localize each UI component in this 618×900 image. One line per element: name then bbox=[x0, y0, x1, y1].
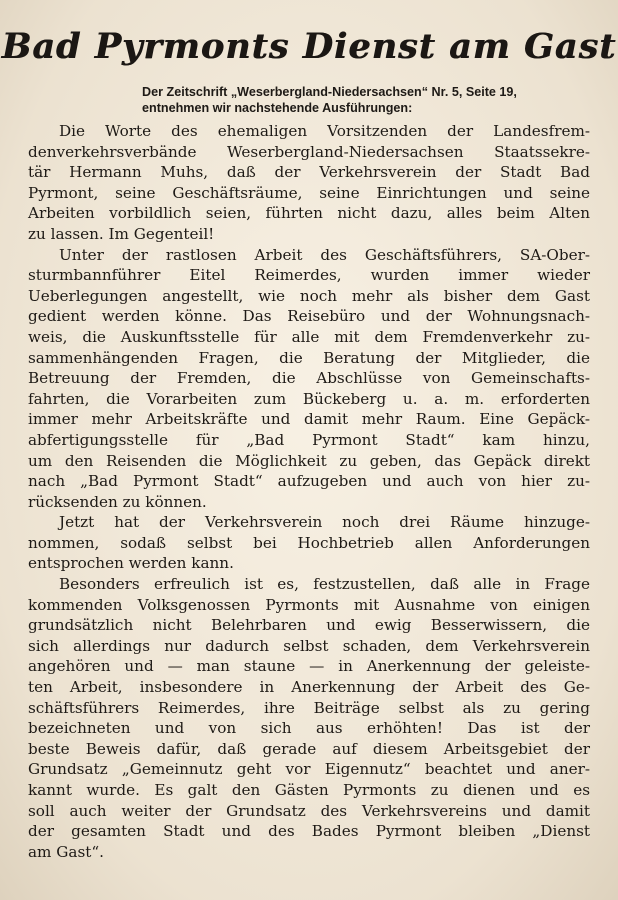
text-line: Arbeiten vorbildlich seien, führten nicht dazu, alles beim Alten bbox=[28, 204, 590, 223]
text-line: rücksenden zu können. bbox=[28, 492, 207, 511]
text-line: sich allerdings nur dadurch selbst schaden, dem Verkehrsverein bbox=[28, 636, 590, 655]
text-line: Besonders erfreulich ist es, festzustellen, daß alle in Frage bbox=[59, 575, 590, 594]
article-title: Bad Pyrmonts Dienst am Gast bbox=[1, 26, 617, 67]
text-line: bezeichneten und von sich aus erhöhten! Das ist der bbox=[28, 719, 590, 738]
text-line: Ueberlegungen angestellt, wie noch mehr als bisher dem Gast bbox=[28, 286, 590, 305]
text-line: weis, die Auskunftsstelle für alle mit dem Fremdenverkehr zu- bbox=[28, 327, 590, 346]
text-line: ten Arbeit, insbesondere in Anerkennung der Arbeit des Ge- bbox=[28, 678, 590, 697]
paragraph-4 bbox=[28, 574, 590, 862]
article-body bbox=[28, 121, 590, 862]
text-line: entsprochen werden kann. bbox=[28, 554, 234, 573]
source-note-line: entnehmen wir nachstehende Ausführungen: bbox=[142, 101, 413, 115]
text-line: abfertigungsstelle für „Bad Pyrmont Stadt“ kam hinzu, bbox=[28, 430, 590, 449]
text-line: Unter der rastlosen Arbeit des Geschäftsführers, SA-Ober- bbox=[59, 245, 590, 264]
text-line: schäftsführers Reimerdes, ihre Beiträge selbst als zu gering bbox=[28, 698, 590, 717]
text-line: nommen, sodaß selbst bei Hochbetrieb allen Anforderungen bbox=[28, 533, 590, 552]
text-line: nach „Bad Pyrmont Stadt“ aufzugeben und auch von hier zu- bbox=[28, 472, 590, 491]
source-note bbox=[142, 84, 592, 116]
text-line: Pyrmont, seine Geschäftsräume, seine Einrichtungen und seine bbox=[28, 183, 590, 202]
text-line: Jetzt hat der Verkehrsverein noch drei Räume hinzuge- bbox=[59, 513, 590, 532]
text-line: um den Reisenden die Möglichkeit zu geben, das Gepäck direkt bbox=[28, 451, 590, 470]
paragraph-3 bbox=[28, 512, 590, 574]
text-line: am Gast“. bbox=[28, 842, 104, 861]
text-line: soll auch weiter der Grundsatz des Verkehrsvereins und damit bbox=[28, 801, 590, 820]
text-line: Die Worte des ehemaligen Vorsitzenden der Landesfrem- bbox=[59, 122, 590, 140]
text-line: denverkehrsverbände Weserbergland-Niedersachsen Staatssekre- bbox=[28, 142, 590, 161]
text-line: sturmbannführer Eitel Reimerdes, wurden immer wieder bbox=[28, 266, 590, 285]
text-line: zu lassen. Im Gegenteil! bbox=[28, 224, 215, 243]
text-line: gedient werden könne. Das Reisebüro und der Wohnungsnach- bbox=[28, 307, 590, 326]
text-line: grundsätzlich nicht Belehrbaren und ewig Besserwissern, die bbox=[28, 616, 590, 635]
paragraph-1 bbox=[28, 121, 590, 245]
text-line: der gesamten Stadt und des Bades Pyrmont bleiben „Dienst bbox=[28, 822, 590, 841]
text-line: kommenden Volksgenossen Pyrmonts mit Ausnahme von einigen bbox=[28, 595, 590, 614]
text-line: fahrten, die Vorarbeiten zum Bückeberg u. a. m. erforderten bbox=[28, 389, 590, 408]
text-line: sammenhängenden Fragen, die Beratung der Mitglieder, die bbox=[28, 348, 590, 367]
text-line: tär Hermann Muhs, daß der Verkehrsverein der Stadt Bad bbox=[28, 163, 590, 182]
text-line: angehören und — man staune — in Anerkennung der geleiste- bbox=[28, 657, 590, 676]
text-line: beste Beweis dafür, daß gerade auf diesem Arbeitsgebiet der bbox=[28, 739, 590, 758]
text-line: kannt wurde. Es galt den Gästen Pyrmonts zu dienen und es bbox=[28, 781, 590, 799]
source-note-line: Der Zeitschrift „Weserbergland-Niedersachsen“ Nr. 5, Seite 19, bbox=[142, 85, 517, 99]
text-line: Betreuung der Fremden, die Abschlüsse von Gemeinschafts- bbox=[28, 369, 590, 388]
paragraph-2 bbox=[28, 245, 590, 513]
text-line: immer mehr Arbeitskräfte und damit mehr Raum. Eine Gepäck- bbox=[28, 410, 590, 429]
text-line: Grundsatz „Gemeinnutz geht vor Eigennutz“ beachtet und aner- bbox=[28, 760, 590, 779]
